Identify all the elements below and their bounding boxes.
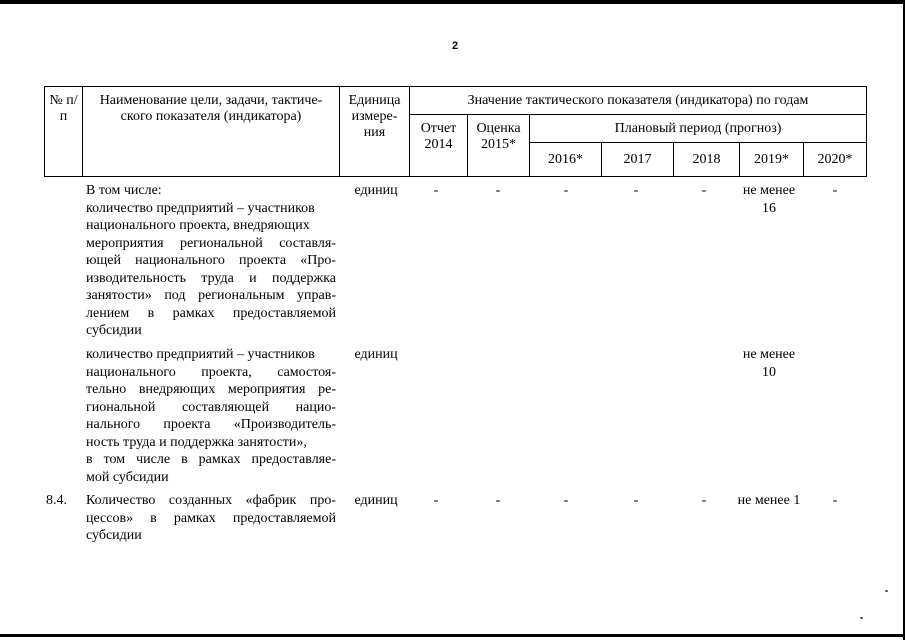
- goal-line: мероприятия региональной составля-: [86, 235, 336, 251]
- header-unit: Единица измере-ния: [340, 87, 410, 177]
- unit-cell: единиц: [354, 493, 398, 508]
- goal-line: цессов» в рамках предоставляемой: [86, 510, 336, 526]
- value-cell: -: [701, 183, 707, 198]
- value-cell: не менее 1: [737, 493, 801, 508]
- unit-cell: единиц: [354, 347, 398, 362]
- scan-speck: [885, 590, 888, 592]
- goal-line: гиональной составляющей нацио-: [86, 399, 336, 415]
- goal-text: [86, 346, 336, 486]
- value-cell: -: [495, 183, 501, 198]
- header-year: 2020*: [804, 143, 867, 177]
- value-cell: -: [633, 183, 639, 198]
- scan-border-bottom: [0, 634, 905, 637]
- goal-line: национального проекта, внедряющих: [86, 218, 310, 233]
- header-year: 2018: [674, 143, 740, 177]
- table-header: [44, 86, 867, 177]
- scan-border-top: [0, 0, 905, 4]
- goal-text: [86, 492, 336, 545]
- header-report: Отчет 2014: [410, 115, 468, 177]
- goal-line: В том числе:: [86, 183, 162, 198]
- goal-line: количество предприятий – участников: [86, 347, 315, 362]
- goal-line: ющей национального проекта «Про-: [86, 253, 336, 268]
- goal-line: занятости» под региональным управ-: [86, 288, 336, 303]
- scan-speck: [860, 617, 863, 619]
- header-plan-period: Плановый период (прогноз): [530, 115, 867, 143]
- value-cell: -: [563, 183, 569, 198]
- goal-line: Количество созданных «фабрик про-: [86, 493, 336, 508]
- goal-line: ность труда и поддержка занятости»,: [86, 434, 307, 450]
- goal-line: в том числе в рамках предоставляе-: [86, 452, 336, 467]
- header-values-title: Значение тактического показателя (индикатора) по годам: [410, 87, 867, 115]
- goal-line: субсидии: [86, 323, 142, 338]
- value-cell: -: [433, 493, 439, 508]
- value-cell: -: [633, 493, 639, 508]
- goal-line: мой субсидии: [86, 469, 169, 485]
- goal-line: количество предприятий – участников: [86, 200, 315, 216]
- value-cell: -: [495, 493, 501, 508]
- header-estimate: Оценка 2015*: [468, 115, 530, 177]
- header-year: 2019*: [740, 143, 804, 177]
- goal-line: нального проекта «Производитель-: [86, 417, 336, 432]
- goal-line: тельно внедряющих мероприятия ре-: [86, 382, 336, 397]
- header-year: 2016*: [530, 143, 602, 177]
- goal-line: лением в рамках предоставляемой: [86, 305, 336, 321]
- goal-line: субсидии: [86, 528, 142, 543]
- value-cell: -: [563, 493, 569, 508]
- value-cell: -: [832, 493, 838, 508]
- header-name: Наименование цели, задачи, тактиче-ского показателя (индикатора): [83, 87, 340, 177]
- page-number: 2: [451, 40, 459, 52]
- value-cell: -: [433, 183, 439, 198]
- row-number: 8.4.: [46, 493, 67, 508]
- unit-cell: единиц: [354, 183, 398, 198]
- header-num: № п/п: [45, 87, 83, 177]
- header-year: 2017: [602, 143, 674, 177]
- value-cell: -: [701, 493, 707, 508]
- goal-line: национального проекта, самостоя-: [86, 364, 336, 380]
- value-cell: -: [832, 183, 838, 198]
- goal-text: [86, 182, 336, 340]
- value-cell: не менее 16: [742, 183, 796, 216]
- value-cell: не менее 10: [742, 347, 796, 380]
- goal-line: изводительность труда и поддержка: [86, 270, 336, 286]
